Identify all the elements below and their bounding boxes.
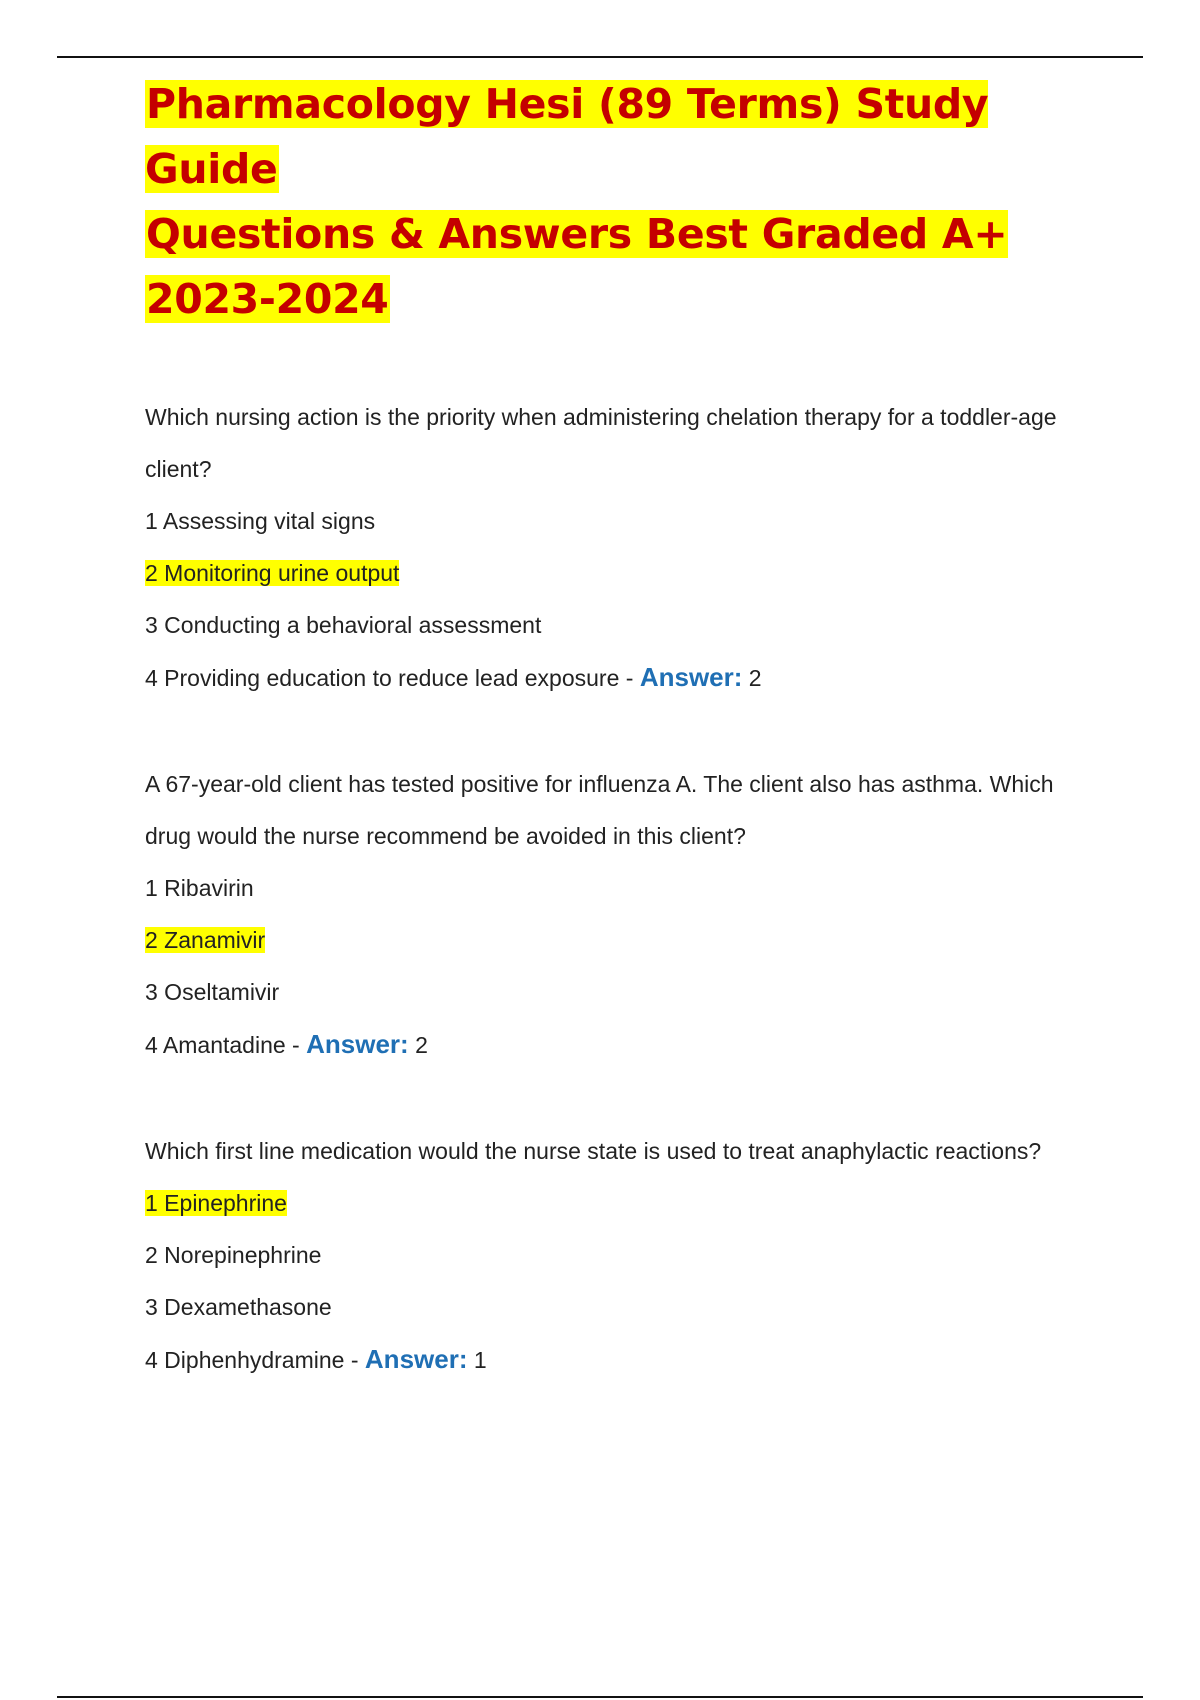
answer-value: 1 bbox=[473, 1347, 487, 1373]
question-1 bbox=[145, 391, 1105, 703]
question-list bbox=[145, 391, 1105, 1385]
answer-value: 2 bbox=[415, 1032, 428, 1058]
title-line: Questions & Answers Best Graded A+ bbox=[146, 210, 1008, 258]
answer-label: Answer: bbox=[639, 662, 743, 692]
option-4: 4 Diphenhydramine - Answer: 1 bbox=[145, 1344, 487, 1374]
document-title bbox=[145, 72, 1105, 332]
answer-value: 2 bbox=[748, 665, 762, 691]
option-2-correct: 2 Monitoring urine output bbox=[145, 560, 400, 586]
question-text: Which nursing action is the priority when administering chelation therapy for a toddler-age client? bbox=[145, 404, 1057, 482]
question-text: Which first line medication would the nurse state is used to treat anaphylactic reactions? bbox=[145, 1138, 1042, 1164]
option-4: 4 Providing education to reduce lead exposure - Answer: 2 bbox=[145, 662, 762, 692]
option-2-correct: 2 Zanamivir bbox=[145, 927, 266, 953]
answer-label: Answer: bbox=[306, 1029, 409, 1059]
option-3: 3 Oseltamivir bbox=[145, 979, 280, 1005]
option-1: 1 Assessing vital signs bbox=[145, 508, 376, 534]
option-4: 4 Amantadine - Answer: 2 bbox=[145, 1029, 428, 1059]
top-rule bbox=[57, 56, 1143, 58]
question-text: A 67-year-old client has tested positive for influenza A. The client also has asthma. Which drug would the nurse recommend be avoided in this client? bbox=[145, 771, 1054, 849]
option-1-correct: 1 Epinephrine bbox=[145, 1190, 287, 1216]
question-2 bbox=[145, 758, 1105, 1070]
title-line: Pharmacology Hesi (89 Terms) Study Guide bbox=[145, 80, 989, 193]
document-body bbox=[145, 72, 1105, 1440]
option-3: 3 Conducting a behavioral assessment bbox=[145, 612, 542, 638]
title-line: 2023-2024 bbox=[146, 275, 389, 323]
option-2: 2 Norepinephrine bbox=[145, 1242, 322, 1268]
option-3: 3 Dexamethasone bbox=[145, 1294, 332, 1320]
answer-label: Answer: bbox=[364, 1344, 468, 1374]
option-1: 1 Ribavirin bbox=[145, 875, 254, 901]
bottom-rule bbox=[57, 1696, 1143, 1698]
question-3 bbox=[145, 1125, 1105, 1385]
